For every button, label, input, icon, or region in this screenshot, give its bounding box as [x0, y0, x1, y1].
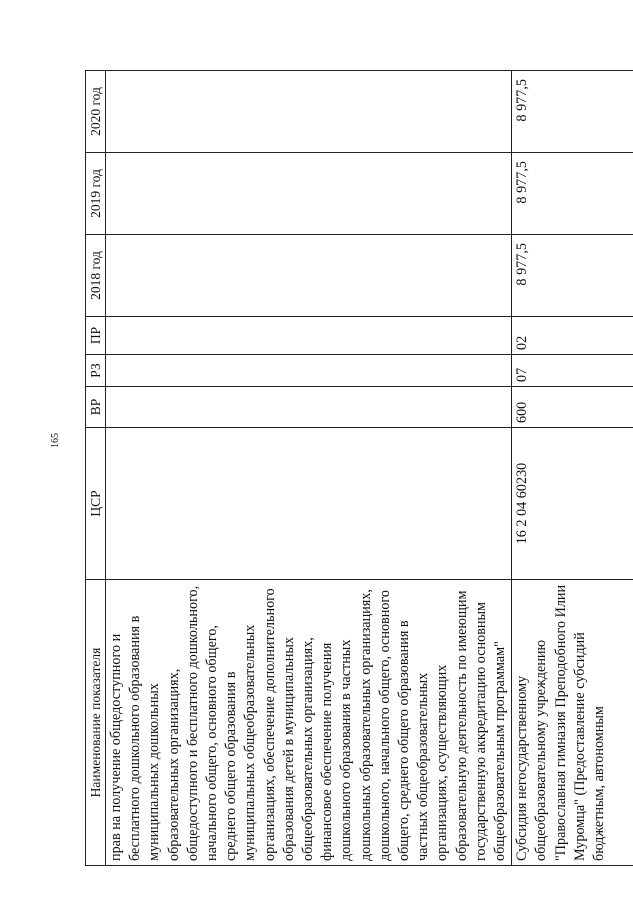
value-2019-cell — [106, 153, 512, 235]
value-2020-cell — [106, 71, 512, 153]
rz-cell — [106, 355, 512, 387]
budget-table-page — [85, 71, 608, 866]
value-2018-cell: 8 977,5 — [512, 235, 633, 317]
header-name: Наименование показателя — [86, 580, 106, 866]
page-number: 165 — [50, 433, 61, 448]
header-pr: ПР — [86, 317, 106, 355]
header-2020: 2020 год — [86, 71, 106, 153]
pr-cell: 02 — [512, 317, 633, 355]
header-2018: 2018 год — [86, 235, 106, 317]
csr-cell: 16 2 04 60230 — [512, 428, 633, 580]
indicator-name-cell: Субсидия негосударственному общеобразовательному учреждению "Православная гимназия Преподобного Илии Муромца" (Предоставление субсидий бюджетным, автономным — [512, 580, 633, 866]
pr-cell — [106, 317, 512, 355]
header-2019: 2019 год — [86, 153, 106, 235]
rz-cell: 07 — [512, 355, 633, 387]
header-csr: ЦСР — [86, 428, 106, 580]
header-row — [86, 71, 106, 866]
header-rz: РЗ — [86, 355, 106, 387]
indicator-name-cell: прав на получение общедоступного и бесплатного дошкольного образования в муниципальных дошкольных образовательных организациях, общедоступного и бесплатного дошкольного, начального общего, основного общего, среднего общего образования в муниципальных общеобразовательных организациях, обеспечение дополнительного образования детей в муниципальных общеобразовательных организациях, финансовое обеспечение получения дошкольного образования в частных дошкольных образовательных организациях, дошкольного, начального общего, основного общего, среднего общего образования в частных общеобразовательных организациях, осуществляющих образовательную деятельность по имеющим государственную аккредитацию основным общеобразовательным программам" — [106, 580, 512, 866]
table-row — [512, 71, 633, 866]
header-vr: ВР — [86, 387, 106, 428]
value-2018-cell — [106, 235, 512, 317]
budget-table — [85, 70, 633, 866]
value-2019-cell: 8 977,5 — [512, 153, 633, 235]
csr-cell — [106, 428, 512, 580]
vr-cell: 600 — [512, 387, 633, 428]
vr-cell — [106, 387, 512, 428]
value-2020-cell: 8 977,5 — [512, 71, 633, 153]
table-row — [106, 71, 512, 866]
